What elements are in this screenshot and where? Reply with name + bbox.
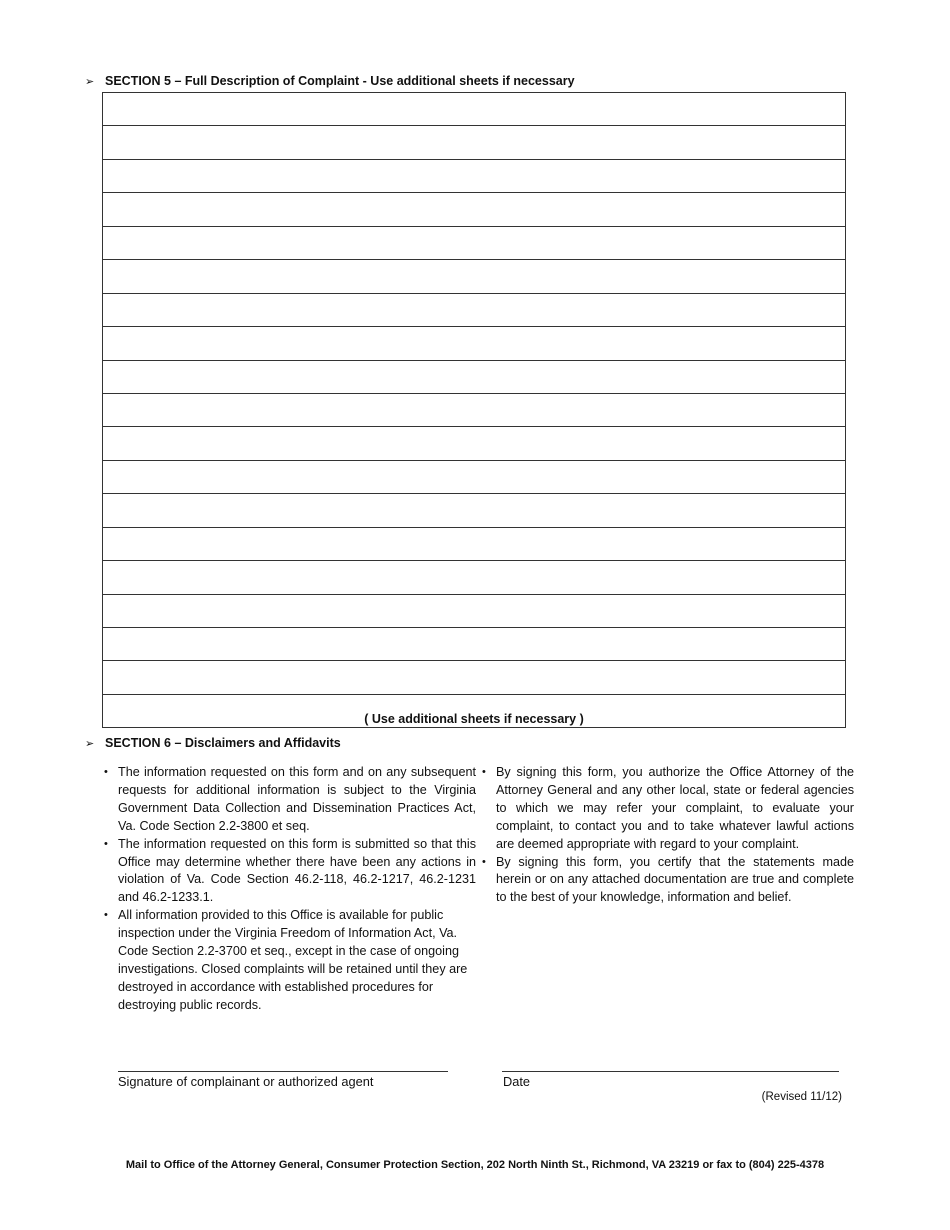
description-line-15[interactable] xyxy=(103,561,845,594)
description-line-1[interactable] xyxy=(103,93,845,126)
disclaimers-left-column xyxy=(104,764,476,1015)
bullet-icon: • xyxy=(104,766,108,778)
signature-field[interactable] xyxy=(118,1071,448,1072)
disclaimer-item: • The information requested on this form and on any subsequent requests for additional information is subject to the Virginia Government Data Collection and Dissemination Practices Act, Va. Code Section 2.2-3800 et seq. xyxy=(104,765,476,833)
affidavit-item: • By signing this form, you certify that the statements made herein or on any attached documentation are true and complete to the best of your knowledge, information and belief. xyxy=(482,854,854,905)
description-line-18[interactable] xyxy=(103,661,845,694)
date-label: Date xyxy=(503,1074,531,1089)
description-line-13[interactable] xyxy=(103,494,845,527)
description-line-9[interactable] xyxy=(103,361,845,394)
bullet-icon: • xyxy=(482,855,486,868)
arrow-bullet-icon: ➢ xyxy=(85,737,95,750)
description-line-7[interactable] xyxy=(103,294,845,327)
description-line-8[interactable] xyxy=(103,327,845,360)
description-line-4[interactable] xyxy=(103,193,845,226)
disclaimer-item: • The information requested on this form is submitted so that this Office may determine whether there have been any actions in violation of Va. Code Section 46.2-118, 46.2-1217, 46.2-1231 and 46.2-1233.1. xyxy=(104,836,476,905)
description-line-11[interactable] xyxy=(103,427,845,460)
disclaimer-item: • All information provided to this Office is available for public inspection under the Virginia Freedom of Information Act, Va. Code Section 2.2-3700 et seq., except in the case of ongoing investigations. Closed complaints will be retained until they are destroyed in accordance with established procedures for destroying public records. xyxy=(104,908,468,1012)
revision-note: (Revised 11/12) xyxy=(761,1091,842,1103)
mailing-instructions: Mail to Office of the Attorney General, Consumer Protection Section, 202 North Ninth St., Richmond, VA 23219 or fax to (804) 225-4378 xyxy=(125,1159,825,1171)
section5-title: SECTION 5 – Full Description of Complaint - Use additional sheets if necessary xyxy=(105,74,575,88)
bullet-icon: • xyxy=(104,909,108,922)
additional-sheets-note: ( Use additional sheets if necessary ) xyxy=(364,711,584,726)
section5-heading xyxy=(85,74,575,88)
affidavits-right-column xyxy=(482,764,854,907)
description-line-17[interactable] xyxy=(103,628,845,661)
section6-title: SECTION 6 – Disclaimers and Affidavits xyxy=(105,736,341,750)
section6-heading xyxy=(85,736,341,750)
description-line-3[interactable] xyxy=(103,160,845,193)
bullet-icon: • xyxy=(104,837,108,850)
affidavit-item: • By signing this form, you authorize the Office Attorney of the Attorney General and any other local, state or federal agencies to which we may refer your complaint, to evaluate your complaint, to contact you and to take whatever lawful actions are deemed appropriate with regard to your complaint. xyxy=(482,765,854,851)
description-line-14[interactable] xyxy=(103,528,845,561)
description-line-10[interactable] xyxy=(103,394,845,427)
arrow-bullet-icon: ➢ xyxy=(85,75,95,88)
complaint-description-table xyxy=(102,92,846,728)
description-line-2[interactable] xyxy=(103,126,845,159)
date-field[interactable] xyxy=(502,1071,839,1072)
bullet-icon: • xyxy=(482,766,486,778)
description-line-5[interactable] xyxy=(103,227,845,260)
description-line-6[interactable] xyxy=(103,260,845,293)
description-line-12[interactable] xyxy=(103,461,845,494)
description-line-16[interactable] xyxy=(103,595,845,628)
signature-label: Signature of complainant or authorized agent xyxy=(118,1074,374,1089)
